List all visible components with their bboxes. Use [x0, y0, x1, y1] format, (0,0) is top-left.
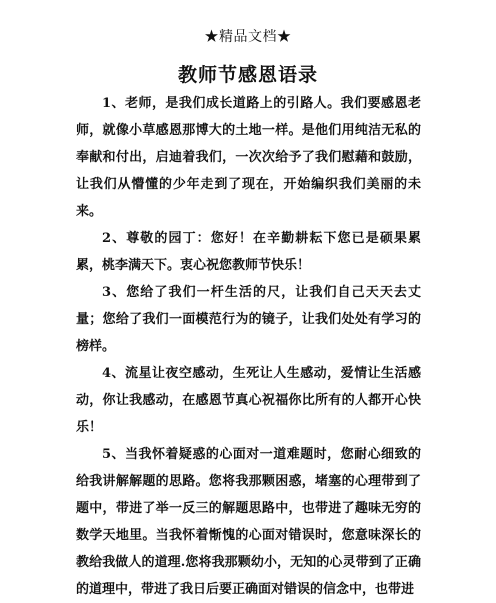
paragraph-2: 2、尊敬的园丁：您好！在辛勤耕耘下您已是硕果累累，桃李满天下。衷心祝您教师节快乐！	[76, 231, 421, 273]
paragraph-5: 5、当我怀着疑惑的心面对一道难题时，您耐心细致的给我讲解解题的思路。您将我那颗困惑，堵塞的心理带到了题中，带进了举一反三的解题思路中，也带进了趣味无穷的数学天地里。当我怀着惭愧的心面对错误时，您意味深长的教给我做人的道理.您将我那颗幼小，无知的心灵带到了正确的道理中，带进了我日后要正确面对错误的信念中，也带进	[76, 447, 421, 597]
document-title: 教师节感恩语录	[177, 64, 318, 86]
page-header: ★精品文档★	[204, 29, 292, 45]
paragraph-4: 4、流星让夜空感动，生死让人生感动，爱情让生活感动，你让我感动，在感恩节真心祝福你比所有的人都开心快乐！	[76, 366, 421, 435]
paragraph-3: 3、您给了我们一杆生活的尺，让我们自己天天去丈量；您给了我们一面模范行为的镜子，让我们处处有学习的榜样。	[76, 285, 421, 354]
document-body	[76, 90, 421, 597]
paragraph-1: 1、老师，是我们成长道路上的引路人。我们要感恩老师，就像小草感恩那博大的土地一样。是他们用纯洁无私的奉献和付出，启迪着我们，一次次给予了我们慰藉和鼓励，让我们从懵懂的少年走到了现在，开始编织我们美丽的未来。	[76, 96, 421, 219]
